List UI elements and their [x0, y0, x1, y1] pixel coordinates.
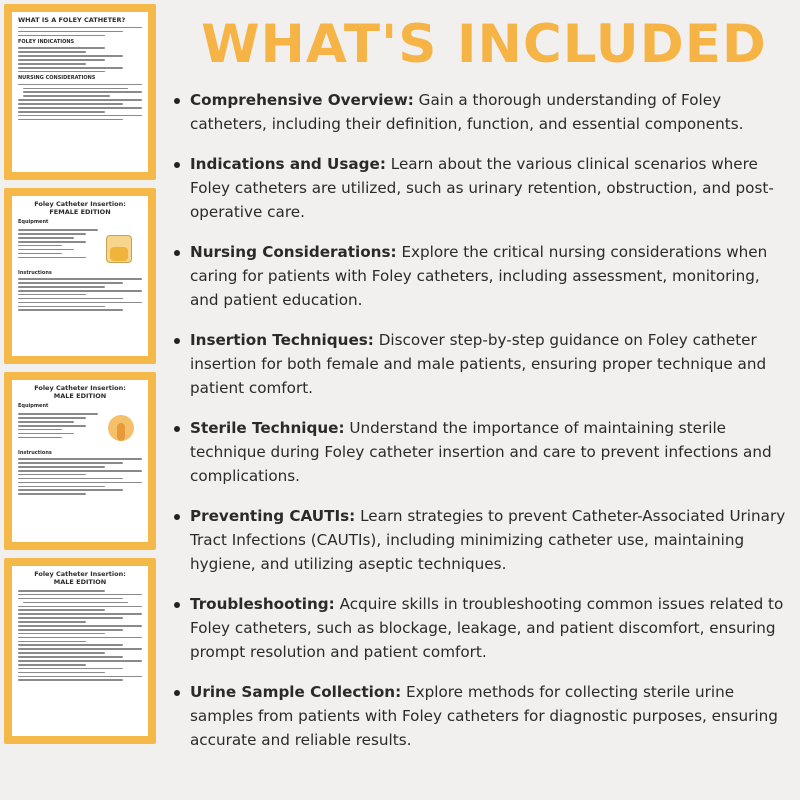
feature-description: Learn about the various clinical scenarios where Foley catheters are utilized, such as urinary retention, obstruction, and post-operative care.: [190, 155, 774, 221]
preview-title: Foley Catheter Insertion: MALE EDITION: [34, 570, 126, 586]
bullet-icon: [174, 690, 180, 696]
feature-title: Sterile Technique:: [190, 419, 345, 437]
list-item: [172, 680, 790, 752]
preview-section-heading: Equipment: [18, 219, 49, 225]
list-item: [172, 504, 790, 576]
bullet-icon: [174, 514, 180, 520]
feature-description: Explore methods for collecting sterile urine samples from patients with Foley catheters for diagnostic purposes, ensuring accurate and reliable results.: [190, 683, 778, 749]
feature-description: Gain a thorough understanding of Foley catheters, including their definition, function, and essential components.: [190, 91, 744, 133]
preview-section-heading: Equipment: [18, 403, 49, 409]
feature-title: Urine Sample Collection:: [190, 683, 402, 701]
feature-title: Nursing Considerations:: [190, 243, 397, 261]
feature-title: Insertion Techniques:: [190, 331, 374, 349]
bullet-icon: [174, 602, 180, 608]
feature-description: Learn strategies to prevent Catheter-Associated Urinary Tract Infections (CAUTIs), including minimizing catheter use, maintaining hygiene, and utilizing aseptic techniques.: [190, 507, 786, 573]
feature-description: Acquire skills in troubleshooting common issues related to Foley catheters, such as blockage, leakage, and patient discomfort, ensuring prompt resolution and patient comfort.: [190, 595, 784, 661]
feature-description: Explore the critical nursing considerations when caring for patients with Foley catheters, including assessment, monitoring, and patient education.: [190, 243, 768, 309]
preview-title: Foley Catheter Insertion: FEMALE EDITION: [34, 200, 126, 216]
list-item: [172, 152, 790, 224]
preview-section-heading: FOLEY INDICATIONS: [18, 39, 75, 46]
preview-title: WHAT IS A FOLEY CATHETER?: [18, 16, 126, 24]
bullet-icon: [174, 98, 180, 104]
feature-title: Indications and Usage:: [190, 155, 386, 173]
preview-section-heading: Instructions: [18, 270, 52, 276]
list-item: [172, 328, 790, 400]
bullet-icon: [174, 338, 180, 344]
preview-page-male-insertion-continued: [4, 558, 156, 744]
bullet-icon: [174, 162, 180, 168]
feature-title: Preventing CAUTIs:: [190, 507, 356, 525]
bullet-icon: [174, 250, 180, 256]
preview-page-male-insertion: [4, 372, 156, 550]
page-title: WHAT'S INCLUDED: [201, 14, 767, 75]
bullet-icon: [174, 426, 180, 432]
preview-page-female-insertion: [4, 188, 156, 364]
feature-title: Comprehensive Overview:: [190, 91, 414, 109]
list-item: [172, 88, 790, 136]
feature-list: [172, 88, 790, 768]
anatomy-illustration: [102, 409, 142, 447]
preview-title: Foley Catheter Insertion: MALE EDITION: [34, 384, 126, 400]
list-item: [172, 416, 790, 488]
feature-description: Understand the importance of maintaining sterile technique during Foley catheter insertion and care to prevent infections and complications.: [190, 419, 772, 485]
preview-section-heading: NURSING CONSIDERATIONS: [18, 75, 96, 82]
list-item: [172, 592, 790, 664]
preview-section-heading: Instructions: [18, 450, 52, 456]
feature-description: Discover step-by-step guidance on Foley catheter insertion for both female and male patients, ensuring proper technique and patient comfort.: [190, 331, 767, 397]
catheter-illustration: [102, 225, 142, 267]
feature-title: Troubleshooting:: [190, 595, 335, 613]
list-item: [172, 240, 790, 312]
preview-page-overview: [4, 4, 156, 180]
